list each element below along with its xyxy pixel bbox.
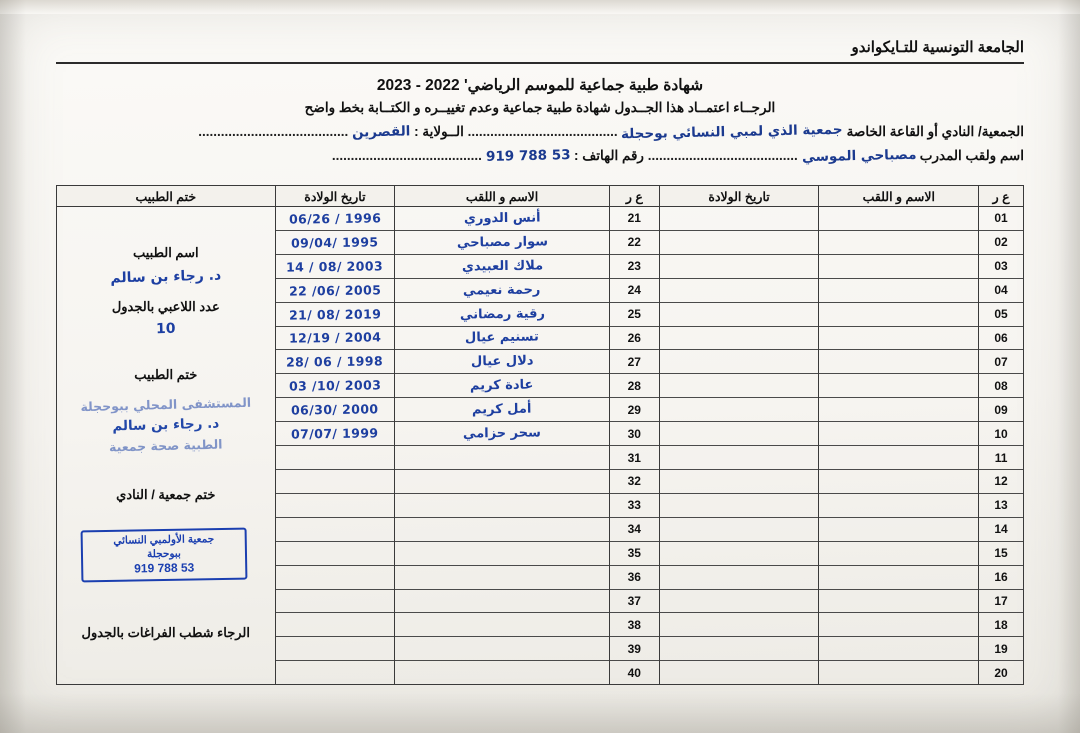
th-name-right: الاسم و اللقب (818, 186, 978, 206)
row-dob-cell (660, 566, 819, 590)
row-number-cell: 36 (610, 566, 659, 590)
row-number-cell: 24 (610, 279, 659, 303)
row-name-cell (819, 422, 978, 446)
row-dob-cell (660, 518, 819, 542)
row-name-cell (395, 350, 609, 374)
row-number-cell: 25 (610, 303, 659, 327)
row-name-cell (819, 374, 978, 398)
field-coach-and-phone (332, 148, 1024, 164)
row-dob-cell (660, 303, 819, 327)
row-name-cell (395, 255, 609, 279)
field-phone-value: 53 788 919 (485, 147, 571, 165)
row-name-cell (819, 494, 978, 518)
row-name-cell (395, 446, 609, 470)
handwritten-dob: 2005 /06/ 22 (288, 282, 382, 299)
field-club-dots: ........................................ (467, 124, 618, 139)
row-number-cell: 26 (610, 327, 659, 351)
paper-edge-top (0, 0, 1080, 14)
th-dob-right: تاريخ الولادة (659, 186, 819, 206)
column-name-right (818, 207, 978, 684)
document-title: شهادة طبية جماعية للموسم الرياضي' 2022 - 2023 (376, 77, 704, 94)
row-number-cell: 12 (979, 470, 1023, 494)
doctor-stamp-line-3: الطبية صحة جمعية (108, 436, 223, 455)
handwritten-name: أمل كريم (472, 401, 532, 418)
row-name-cell (395, 494, 609, 518)
row-dob-cell (276, 470, 395, 494)
field-phone-dots: ........................................ (331, 148, 482, 163)
field-club-label: الجمعية/ النادي أو القاعة الخاصة (846, 124, 1024, 139)
row-name-cell (819, 613, 978, 637)
row-name-cell (819, 398, 978, 422)
field-state-dots: ........................................ (198, 124, 349, 139)
row-dob-cell (276, 494, 395, 518)
column-dob-right (659, 207, 819, 684)
field-phone-label: رقم الهاتف : (574, 148, 644, 163)
row-name-cell (819, 231, 978, 255)
row-name-cell (395, 637, 609, 661)
row-name-cell (819, 255, 978, 279)
row-dob-cell (660, 661, 819, 684)
field-coach-dots: ........................................ (647, 148, 798, 163)
row-dob-cell (276, 542, 395, 566)
handwritten-name: تسنيم عيال (465, 329, 540, 346)
header-divider (56, 62, 1024, 64)
row-number-cell: 19 (979, 637, 1023, 661)
column-dob-mid (275, 207, 395, 684)
row-number-cell: 01 (979, 207, 1023, 231)
field-state-value: القصرين (351, 123, 411, 141)
row-name-cell (819, 350, 978, 374)
row-name-cell (395, 279, 609, 303)
row-name-cell (395, 398, 609, 422)
row-dob-cell (276, 350, 395, 374)
paper-edge-bottom (0, 693, 1080, 733)
row-dob-cell (276, 613, 395, 637)
row-number-cell: 18 (979, 613, 1023, 637)
row-dob-cell (276, 231, 395, 255)
row-dob-cell (276, 279, 395, 303)
row-dob-cell (660, 279, 819, 303)
th-num-mid: ع ر (609, 186, 659, 206)
th-stamp: ختم الطبيب (57, 186, 275, 206)
row-dob-cell (276, 327, 395, 351)
row-dob-cell (660, 422, 819, 446)
row-dob-cell (660, 637, 819, 661)
row-number-cell: 37 (610, 590, 659, 614)
row-name-cell (819, 518, 978, 542)
handwritten-name: رقية رمضاني (459, 305, 545, 323)
row-dob-cell (276, 446, 395, 470)
row-dob-cell (660, 374, 819, 398)
row-name-cell (395, 231, 609, 255)
field-coach-label: اسم ولقب المدرب (919, 148, 1024, 163)
row-number-cell: 20 (994, 665, 1008, 680)
row-number-cell: 30 (610, 422, 659, 446)
doctor-stamp-line-2: د. رجاء بن سالم (112, 415, 220, 435)
row-number-cell: 40 (627, 665, 641, 680)
row-dob-cell (660, 207, 819, 231)
row-number-cell: 14 (979, 518, 1023, 542)
row-dob-cell (276, 661, 395, 684)
row-number-cell: 28 (610, 374, 659, 398)
row-dob-cell (660, 350, 819, 374)
handwritten-dob: 1995 /09/04 (291, 234, 379, 251)
club-stamp-phone: 53 788 919 (134, 560, 195, 576)
handwritten-dob: 1998 / 06 /28 (286, 353, 384, 371)
row-name-cell (819, 279, 978, 303)
row-dob-cell (660, 231, 819, 255)
row-number-cell: 10 (979, 422, 1023, 446)
row-dob-cell (276, 518, 395, 542)
column-doctor-stamp (57, 207, 275, 684)
row-dob-cell (660, 446, 819, 470)
row-name-cell (395, 422, 609, 446)
row-dob-cell (276, 422, 395, 446)
row-number-cell: 38 (610, 613, 659, 637)
doctor-stamp-line-1: المستشفى المحلي ببوحجلة (80, 394, 252, 415)
row-name-cell (819, 327, 978, 351)
row-name-cell (819, 303, 978, 327)
handwritten-dob: 2000 /06/30 (291, 401, 379, 418)
handwritten-dob: 1996 / 06/26 (288, 210, 382, 227)
row-number-cell: 03 (979, 255, 1023, 279)
row-number-cell: 27 (610, 350, 659, 374)
row-dob-cell (660, 590, 819, 614)
row-dob-cell (276, 255, 395, 279)
row-dob-cell (276, 374, 395, 398)
row-dob-cell (276, 590, 395, 614)
table-body (57, 207, 1023, 684)
row-dob-cell (660, 470, 819, 494)
row-dob-cell (276, 303, 395, 327)
row-number-cell: 22 (610, 231, 659, 255)
row-number-cell: 09 (979, 398, 1023, 422)
row-number-cell: 39 (610, 637, 659, 661)
handwritten-dob: 2003 /08 / 14 (286, 258, 384, 275)
row-name-cell (395, 327, 609, 351)
handwritten-name: ملاك العبيدي (461, 258, 543, 275)
handwritten-dob: 1999 /07/07 (291, 425, 379, 442)
row-name-cell (819, 446, 978, 470)
row-number-cell: 11 (979, 446, 1023, 470)
row-name-cell (819, 470, 978, 494)
column-num-right (978, 207, 1023, 684)
row-name-cell (395, 303, 609, 327)
row-number-cell: 29 (610, 398, 659, 422)
row-number-cell: 15 (979, 542, 1023, 566)
row-dob-cell (276, 566, 395, 590)
row-number-cell: 04 (979, 279, 1023, 303)
row-number-cell: 02 (979, 231, 1023, 255)
footer-note: الرجاء شطب الفراغات بالجدول (81, 625, 250, 640)
club-stamp-label: ختم جمعية / النادي (116, 487, 216, 502)
row-number-cell: 06 (979, 327, 1023, 351)
handwritten-dob: 2019 /08 /21 (288, 305, 382, 323)
column-num-mid (609, 207, 659, 684)
handwritten-dob: 2003 /10/ 03 (288, 377, 382, 394)
row-name-cell (395, 470, 609, 494)
row-number-cell: 23 (610, 255, 659, 279)
row-name-cell (819, 207, 978, 231)
row-name-cell (395, 590, 609, 614)
row-number-cell: 21 (610, 207, 659, 231)
row-dob-cell (660, 327, 819, 351)
row-dob-cell (276, 207, 395, 231)
organization-header: الجامعة التونسية للتـايكواندو (851, 39, 1024, 56)
row-dob-cell (276, 398, 395, 422)
row-number-cell: 35 (610, 542, 659, 566)
doctor-name-value: د. رجاء بن سالم (110, 267, 222, 287)
row-name-cell (395, 566, 609, 590)
players-count-label: عدد اللاعبي بالجدول (111, 299, 220, 314)
row-number-cell: 17 (979, 590, 1023, 614)
th-dob-mid: تاريخ الولادة (275, 186, 395, 206)
table-header-row (57, 186, 1023, 207)
row-name-cell (819, 542, 978, 566)
handwritten-name: سحر حزامي (463, 425, 542, 442)
doctor-stamp-label: ختم الطبيب (134, 367, 198, 382)
handwritten-name: أنس الدوري (463, 210, 541, 227)
row-name-cell (819, 566, 978, 590)
column-name-mid (394, 207, 609, 684)
handwritten-name: دلال عيال (470, 353, 534, 370)
row-number-cell: 16 (979, 566, 1023, 590)
row-number-cell: 31 (610, 446, 659, 470)
row-name-cell (819, 661, 978, 684)
row-name-cell (819, 590, 978, 614)
row-number-cell: 05 (979, 303, 1023, 327)
field-club-value: جمعية الذي لمبي النسائي بوحجلة (621, 121, 844, 143)
row-dob-cell (660, 398, 819, 422)
members-table (56, 185, 1024, 685)
row-name-cell (395, 207, 609, 231)
players-count-value: 10 (155, 320, 176, 338)
row-number-cell: 34 (610, 518, 659, 542)
row-number-cell: 33 (610, 494, 659, 518)
row-number-cell: 13 (979, 494, 1023, 518)
row-name-cell (395, 542, 609, 566)
row-number-cell: 07 (979, 350, 1023, 374)
row-dob-cell (660, 542, 819, 566)
row-dob-cell (660, 613, 819, 637)
club-stamp-line-2: ببوحجلة (146, 547, 182, 560)
row-dob-cell (276, 637, 395, 661)
handwritten-dob: 2004 / 12/19 (288, 329, 382, 347)
row-number-cell: 32 (610, 470, 659, 494)
th-name-mid: الاسم و اللقب (394, 186, 609, 206)
document-subtitle: الرجــاء اعتمــاد هذا الجــدول شهادة طبية جماعية وعدم تغييــره و الكتــابة بخط واضح (304, 100, 776, 115)
row-dob-cell (660, 255, 819, 279)
club-stamp-line-1: جمعية الأولمبي النسائي (113, 533, 215, 548)
handwritten-name: رحمة نعيمي (463, 282, 541, 299)
row-name-cell (819, 637, 978, 661)
doctor-name-label: اسم الطبيب (132, 245, 199, 260)
row-name-cell (395, 374, 609, 398)
handwritten-name: عادة كريم (470, 377, 534, 394)
handwritten-name: سوار مصباحي (456, 234, 548, 251)
field-coach-value: مصباحي الموسي (801, 146, 917, 166)
field-state-label: الــولاية : (414, 124, 464, 139)
row-number-cell: 08 (979, 374, 1023, 398)
th-num-right: ع ر (978, 186, 1023, 206)
row-name-cell (395, 518, 609, 542)
field-club-and-state (198, 121, 1024, 143)
row-dob-cell (660, 494, 819, 518)
row-name-cell (395, 613, 609, 637)
club-official-stamp (81, 528, 248, 583)
row-name-cell (395, 661, 609, 684)
